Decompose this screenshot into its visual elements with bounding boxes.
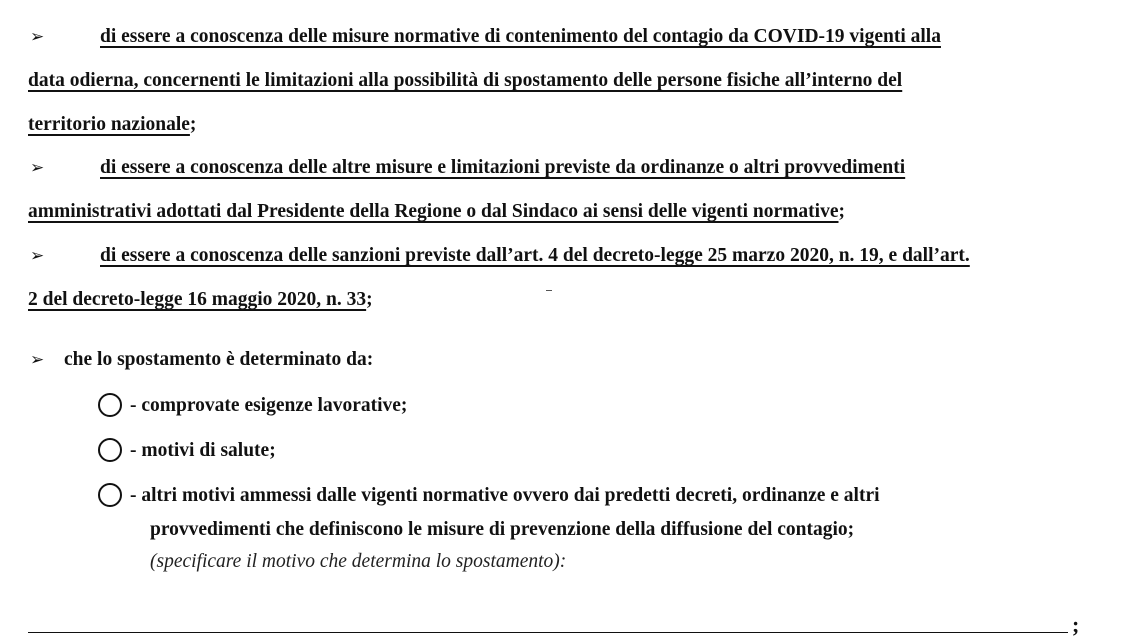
declaration-1-semicolon: ; (189, 114, 197, 135)
declaration-3-semicolon: ; (366, 289, 373, 310)
declaration-3-line-2-text: 2 del decreto-legge 16 maggio 2020, n. 33 (28, 289, 367, 310)
declaration-2-semicolon: ; (838, 201, 845, 222)
declaration-1-line-1: di essere a conoscenza delle misure normative di contenimento del contagio da COVID-19 vigenti alla (100, 26, 941, 47)
option-health-reasons[interactable] (98, 441, 276, 465)
declaration-2-line-2 (28, 202, 845, 222)
option-work-reasons[interactable] (98, 396, 407, 420)
bullet-arrow-icon: ➢ (30, 246, 45, 265)
declaration-3-line-2 (28, 290, 373, 310)
bullet-arrow-icon: ➢ (30, 158, 45, 177)
option-other-label: - altri motivi ammessi dalle vigenti normative ovvero dai predetti decreti, ordinanze e altri (130, 485, 880, 506)
radio-circle-icon[interactable] (98, 393, 122, 417)
declaration-1-line-3 (28, 115, 196, 135)
scan-speck (546, 290, 552, 291)
radio-circle-icon[interactable] (98, 483, 122, 507)
fill-line-semicolon: ; (1072, 612, 1080, 637)
option-other-reasons[interactable] (98, 486, 880, 510)
declaration-3-line-1: di essere a conoscenza delle sanzioni previste dall’art. 4 del decreto-legge 25 marzo 2020, n. 19, e dall’art. (100, 245, 970, 266)
option-health-label: - motivi di salute; (130, 440, 276, 461)
option-other-note: (specificare il motivo che determina lo spostamento): (150, 551, 567, 572)
declaration-2-line-2-text: amministrativi adottati dal Presidente della Regione o dal Sindaco ai sensi delle vigenti normative (28, 201, 839, 222)
option-work-label: - comprovate esigenze lavorative; (130, 395, 408, 416)
radio-circle-icon[interactable] (98, 438, 122, 462)
reason-heading: che lo spostamento è determinato da: (64, 349, 374, 370)
reason-fill-line[interactable] (28, 632, 1068, 633)
bullet-arrow-icon: ➢ (30, 27, 45, 46)
declaration-2-line-1: di essere a conoscenza delle altre misure e limitazioni previste da ordinanze o altri provvedimenti (100, 157, 906, 178)
declaration-1-line-3-text: territorio nazionale (28, 114, 190, 135)
bullet-arrow-icon: ➢ (30, 350, 45, 369)
option-other-label-continued: provvedimenti che definiscono le misure di prevenzione della diffusione del contagio; (150, 519, 855, 540)
declaration-1-line-2: data odierna, concernenti le limitazioni alla possibilità di spostamento delle persone fisiche all’interno del (28, 70, 903, 91)
